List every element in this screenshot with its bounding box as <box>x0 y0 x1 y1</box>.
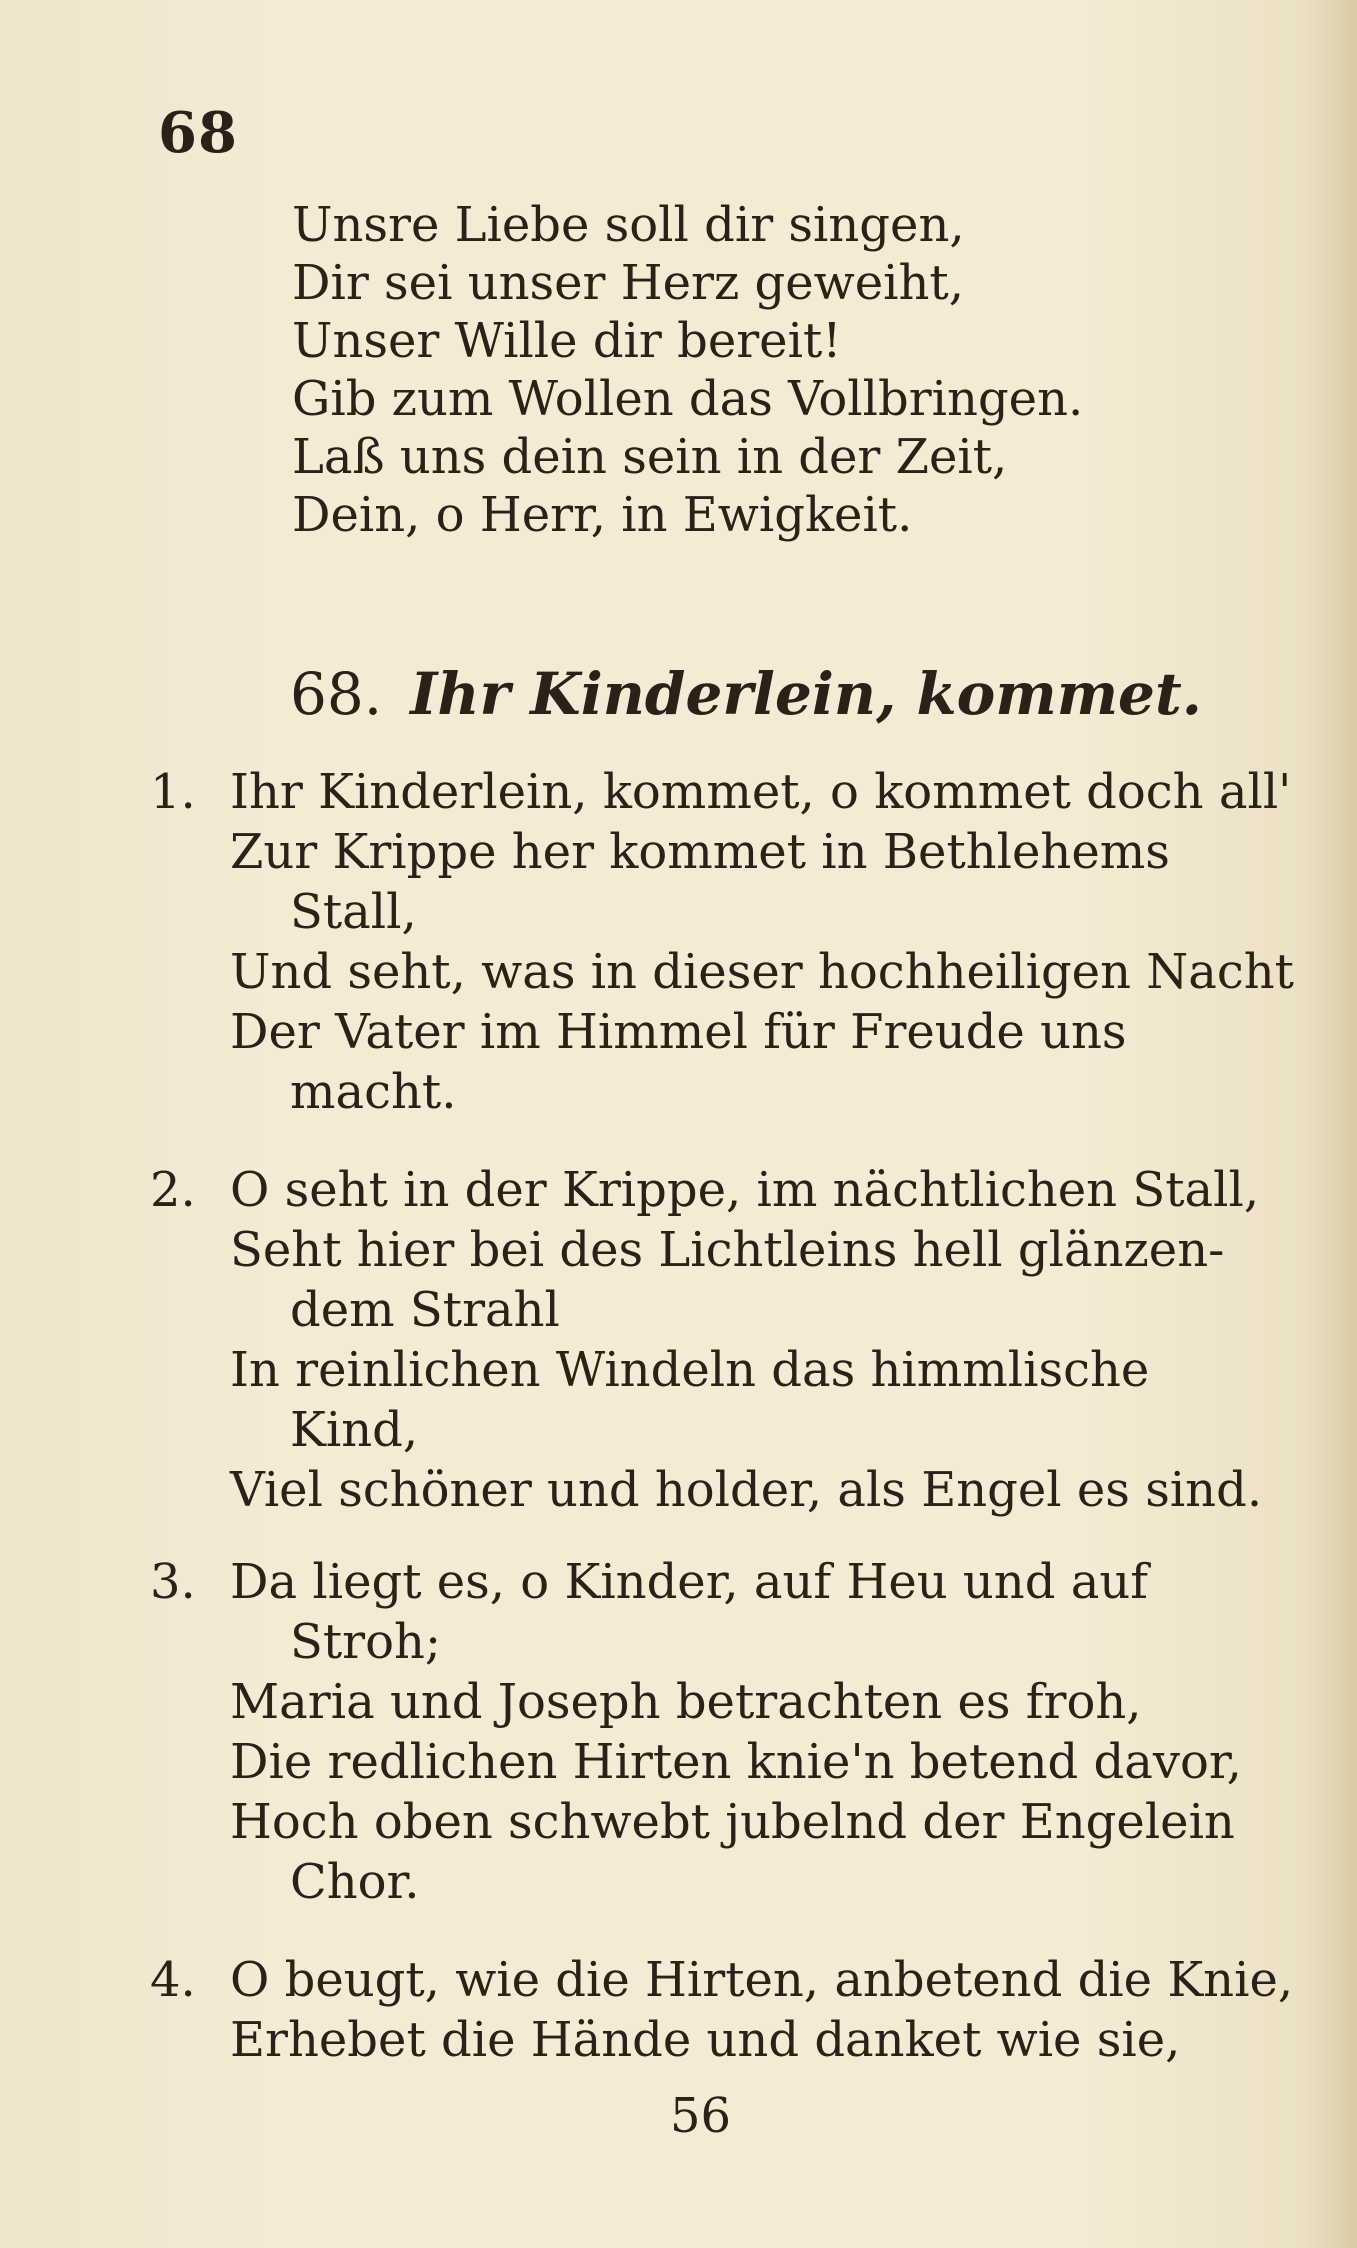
hymn-number: 68. <box>290 660 383 728</box>
stanza-line: Unsre Liebe soll dir singen, <box>292 197 965 253</box>
verse-lines <box>230 1950 1294 2070</box>
verse-line: Der Vater im Himmel für Freude uns <box>230 1004 1127 1060</box>
verse-line: O beugt, wie die Hirten, anbetend die Knie, <box>230 1952 1294 2008</box>
verse-line: Die redlichen Hirten knie'n betend davor, <box>230 1734 1242 1790</box>
verse-line: Zur Krippe her kommet in Bethlehems <box>230 824 1170 880</box>
verse-line: Stroh; <box>290 1614 442 1670</box>
verse <box>150 1552 1260 1912</box>
stanza-line: Dir sei unser Herz geweiht, <box>292 255 964 311</box>
stanza-line: Gib zum Wollen das Vollbringen. <box>292 371 1084 427</box>
verse <box>150 1160 1263 1520</box>
verse-lines <box>230 1552 1260 1912</box>
verse-line: macht. <box>290 1064 457 1120</box>
verse-line: Hoch oben schwebt jubelnd der Engelein <box>230 1794 1235 1850</box>
page-header-number: 68 <box>158 100 238 166</box>
verse-number: 4. <box>150 1952 196 2008</box>
verse-lines <box>230 762 1294 1122</box>
stanza-line: Laß uns dein sein in der Zeit, <box>292 429 1008 485</box>
verse-line: Seht hier bei des Lichtleins hell glänzen- <box>230 1222 1225 1278</box>
hymn-title-text: Ihr Kinderlein, kommet. <box>410 660 1202 728</box>
verse-line: dem Strahl <box>290 1282 560 1338</box>
verse-number: 1. <box>150 764 196 820</box>
stanza-line: Dein, o Herr, in Ewigkeit. <box>292 487 913 543</box>
verse-line: Maria und Joseph betrachten es froh, <box>230 1674 1142 1730</box>
verse-line: O seht in der Krippe, im nächtlichen Stall, <box>230 1162 1260 1218</box>
verse-lines <box>230 1160 1263 1520</box>
verse-line: Viel schöner und holder, als Engel es sind. <box>230 1462 1263 1518</box>
verse-number: 2. <box>150 1162 196 1218</box>
page-footer-number: 56 <box>670 2088 732 2144</box>
verse-line: Chor. <box>290 1854 420 1910</box>
previous-hymn-stanza <box>292 196 1083 544</box>
verse-line: Erhebet die Hände und danket wie sie, <box>230 2012 1181 2068</box>
verse-line: Und seht, was in dieser hochheiligen Nacht <box>230 944 1294 1000</box>
hymn-title <box>290 660 1202 728</box>
stanza-line: Unser Wille dir bereit! <box>292 313 842 369</box>
verse-line: In reinlichen Windeln das himmlische <box>230 1342 1150 1398</box>
verse-line: Da liegt es, o Kinder, auf Heu und auf <box>230 1554 1148 1610</box>
verse-line: Ihr Kinderlein, kommet, o kommet doch all' <box>230 764 1292 820</box>
verse-number: 3. <box>150 1554 196 1610</box>
verse-line: Stall, <box>290 884 417 940</box>
verse-line: Kind, <box>290 1402 419 1458</box>
verse <box>150 762 1294 1122</box>
verse <box>150 1950 1294 2070</box>
